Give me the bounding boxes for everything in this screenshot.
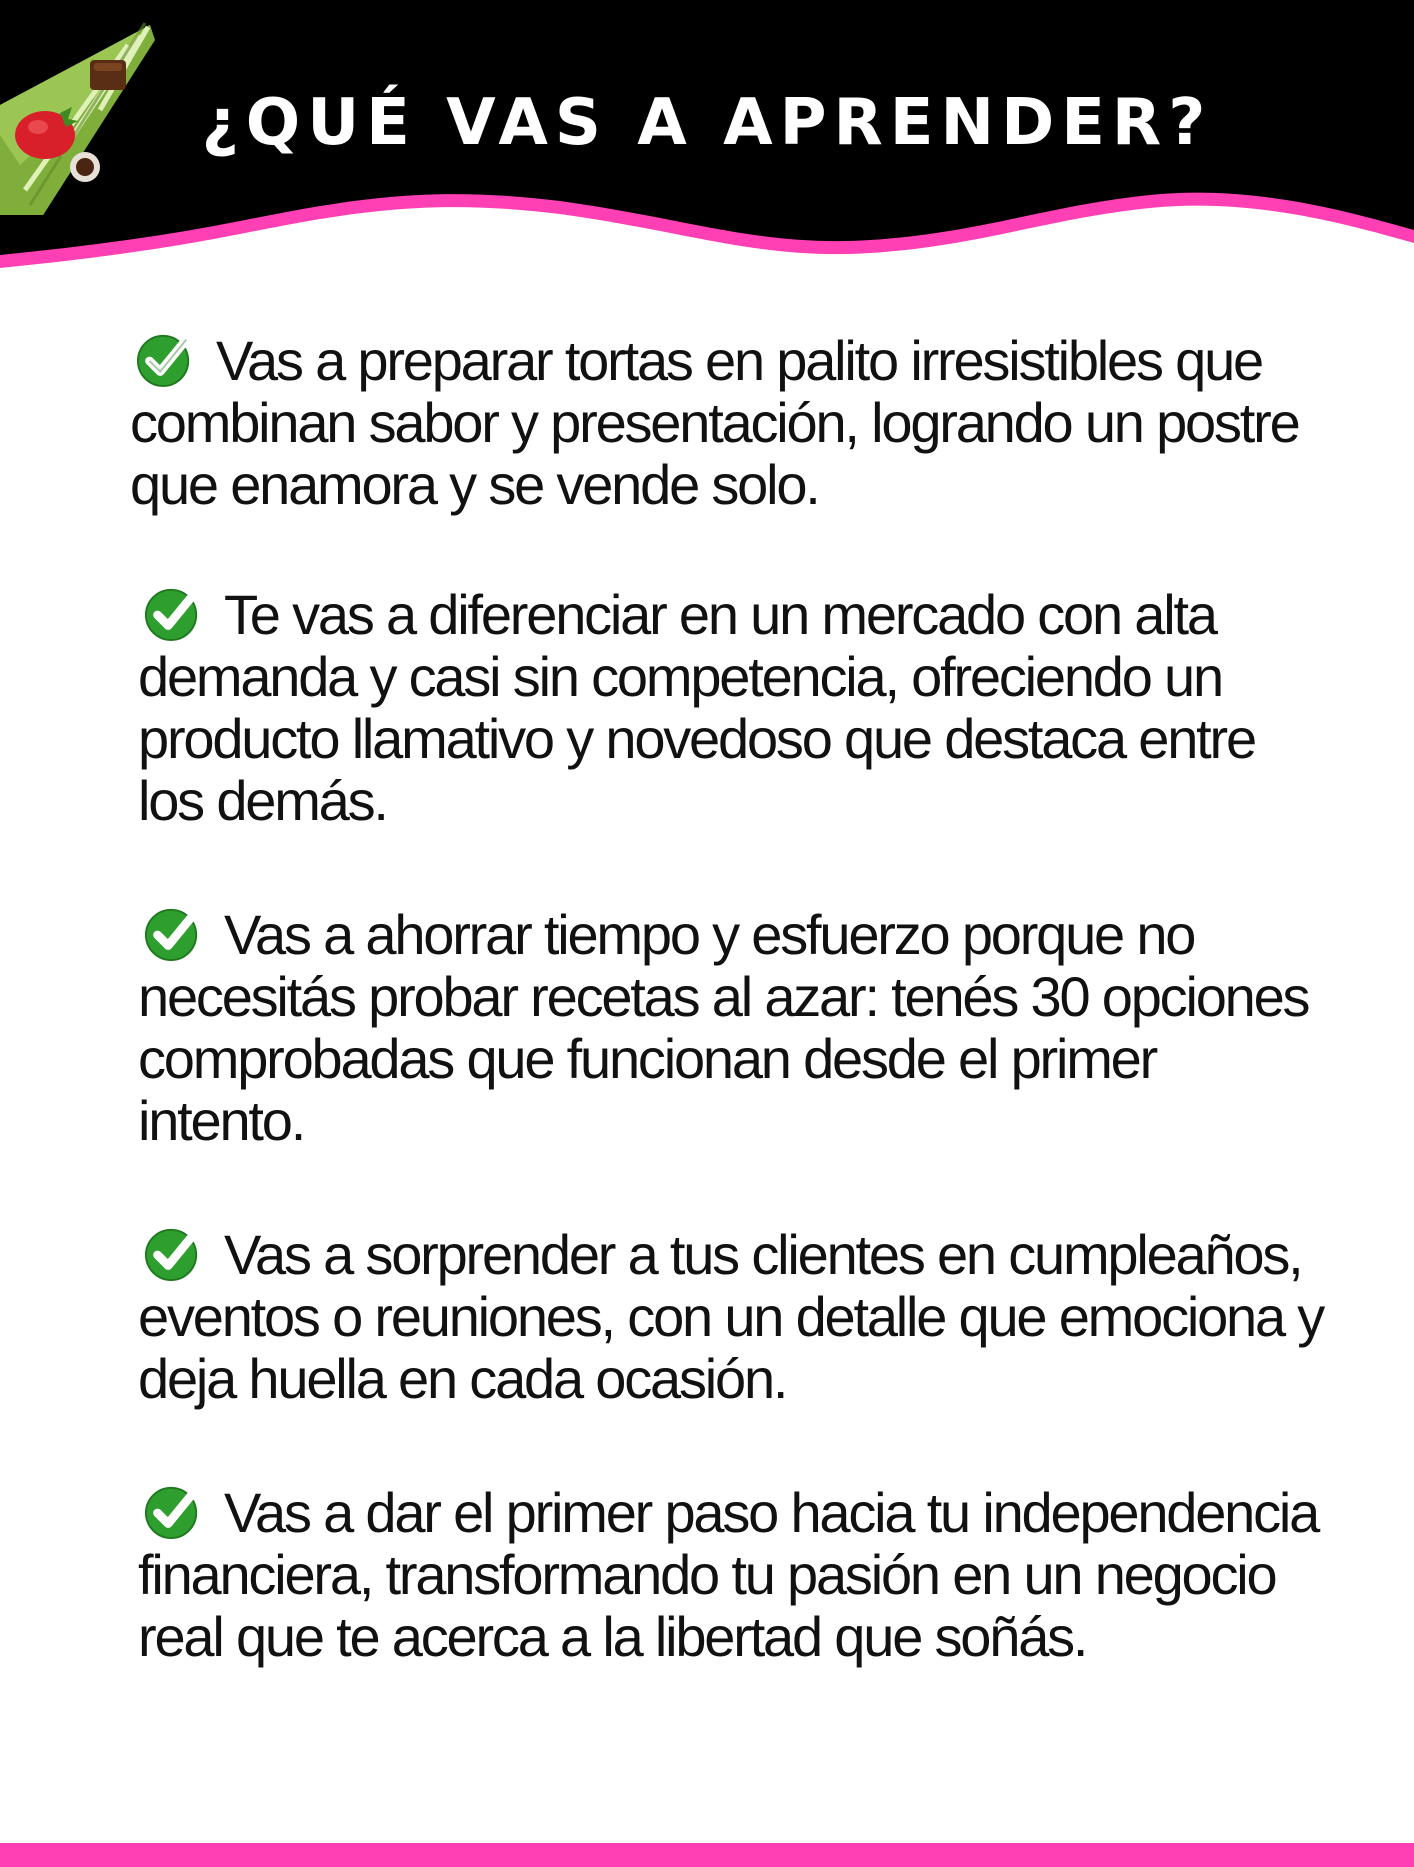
list-item-text: Vas a dar el primer paso hacia tu independencia financiera, transformando tu pasión en un negocio real que te acerca a la libertad que soñás. bbox=[138, 1481, 1319, 1668]
green-check-circle-icon bbox=[144, 1224, 202, 1282]
footer-bar bbox=[0, 1843, 1414, 1867]
header-banner bbox=[0, 0, 1414, 280]
list-item-text: Te vas a diferenciar en un mercado con alta demanda y casi sin competencia, ofreciendo un producto llamativo y novedoso que destaca entre los demás. bbox=[138, 583, 1255, 832]
list-item bbox=[138, 904, 1330, 1152]
list-item bbox=[130, 330, 1330, 516]
page-title: ¿QUÉ VAS A APRENDER? bbox=[201, 86, 1213, 160]
list-item-text: Vas a sorprender a tus clientes en cumpleaños, eventos o reuniones, con un detalle que emociona y deja huella en cada ocasión. bbox=[138, 1223, 1324, 1410]
list-item bbox=[138, 584, 1330, 832]
list-item bbox=[138, 1224, 1330, 1410]
list-item bbox=[138, 1482, 1330, 1668]
green-check-circle-icon bbox=[136, 330, 194, 388]
green-check-circle-icon bbox=[144, 584, 202, 642]
learning-benefits-list bbox=[130, 330, 1330, 1668]
list-item-text: Vas a ahorrar tiempo y esfuerzo porque no necesitás probar recetas al azar: tenés 30 opciones comprobadas que funcionan desde el primer intento. bbox=[138, 903, 1309, 1152]
green-check-circle-icon bbox=[144, 904, 202, 962]
green-check-circle-icon bbox=[144, 1482, 202, 1540]
list-item-text: Vas a preparar tortas en palito irresistibles que combinan sabor y presentación, logrando un postre que enamora y se vende solo. bbox=[130, 329, 1299, 516]
